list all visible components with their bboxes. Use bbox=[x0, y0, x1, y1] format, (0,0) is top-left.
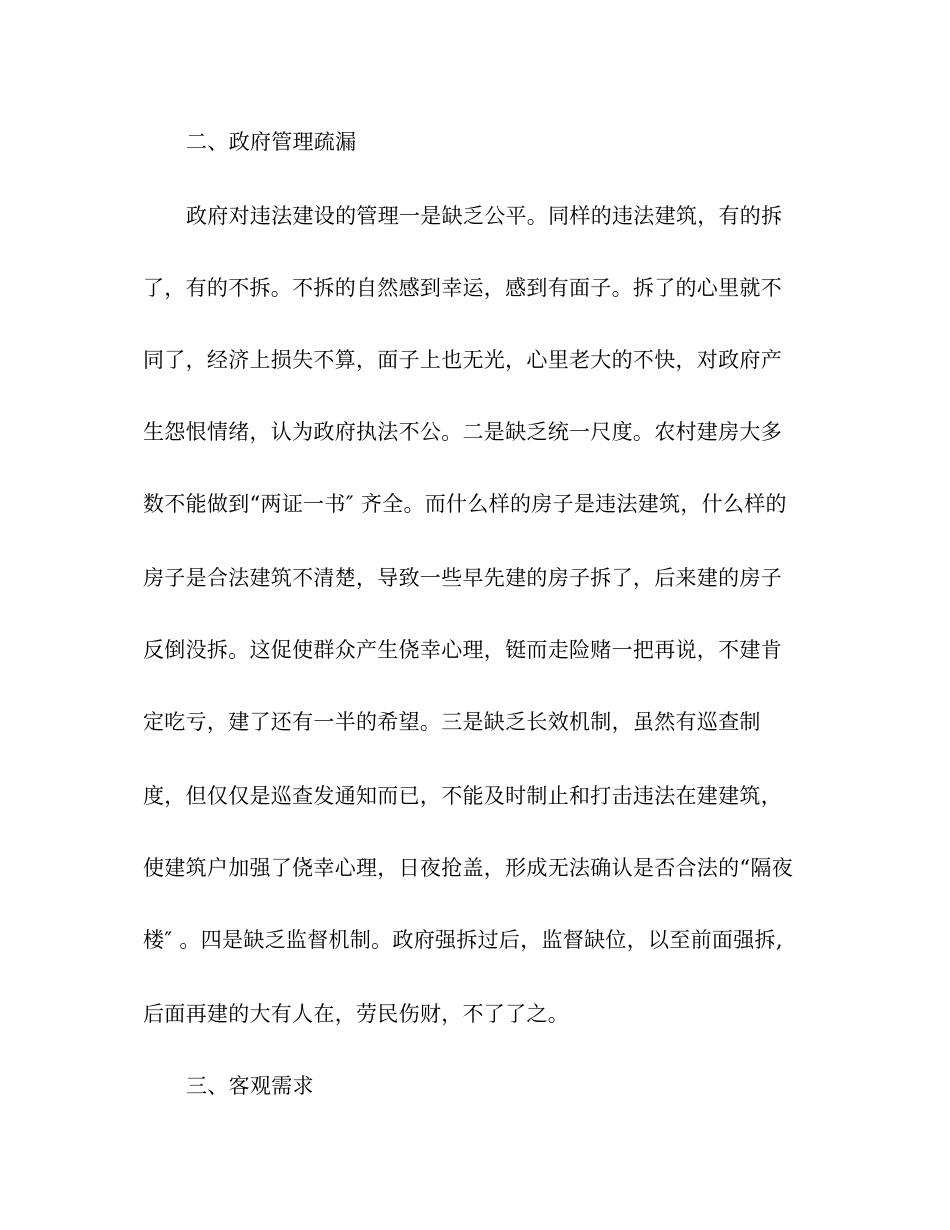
paragraph-line: 同了，经济上损失不算，面子上也无光，心里老大的不快，对政府产 bbox=[143, 348, 782, 372]
section-heading-2: 二、政府管理疏漏 bbox=[186, 130, 357, 154]
paragraph-line: 楼″ 。四是缺乏监督机制。政府强拆过后，监督缺位，以至前面强拆, bbox=[143, 928, 783, 952]
paragraph-line: 生怨恨情绪，认为政府执法不公。二是缺乏统一尺度。农村建房大多 bbox=[143, 420, 782, 444]
paragraph-line: 使建筑户加强了侥幸心理，日夜抢盖，形成无法确认是否合法的“隔夜 bbox=[143, 856, 794, 880]
paragraph-line: 房子是合法建筑不清楚，导致一些早先建的房子拆了，后来建的房子 bbox=[143, 566, 782, 590]
paragraph-line: 了，有的不拆。不拆的自然感到幸运，感到有面子。拆了的心里就不 bbox=[143, 276, 782, 300]
paragraph-line: 政府对违法建设的管理一是缺乏公平。同样的违法建筑，有的拆 bbox=[186, 204, 783, 228]
paragraph-line: 定吃亏，建了还有一半的希望。三是缺乏长效机制，虽然有巡查制 bbox=[143, 710, 761, 734]
paragraph-line: 反倒没拆。这促使群众产生侥幸心理，铤而走险赌一把再说，不建肯 bbox=[143, 638, 782, 662]
paragraph-line: 后面再建的大有人在，劳民伤财，不了了之。 bbox=[143, 1002, 569, 1026]
paragraph-line: 度，但仅仅是巡查发通知而已，不能及时制止和打击违法在建建筑， bbox=[143, 784, 782, 808]
section-heading-3: 三、客观需求 bbox=[186, 1074, 314, 1098]
paragraph-line: 数不能做到“两证一书″ 齐全。而什么样的房子是违法建筑，什么样的 bbox=[143, 492, 787, 516]
